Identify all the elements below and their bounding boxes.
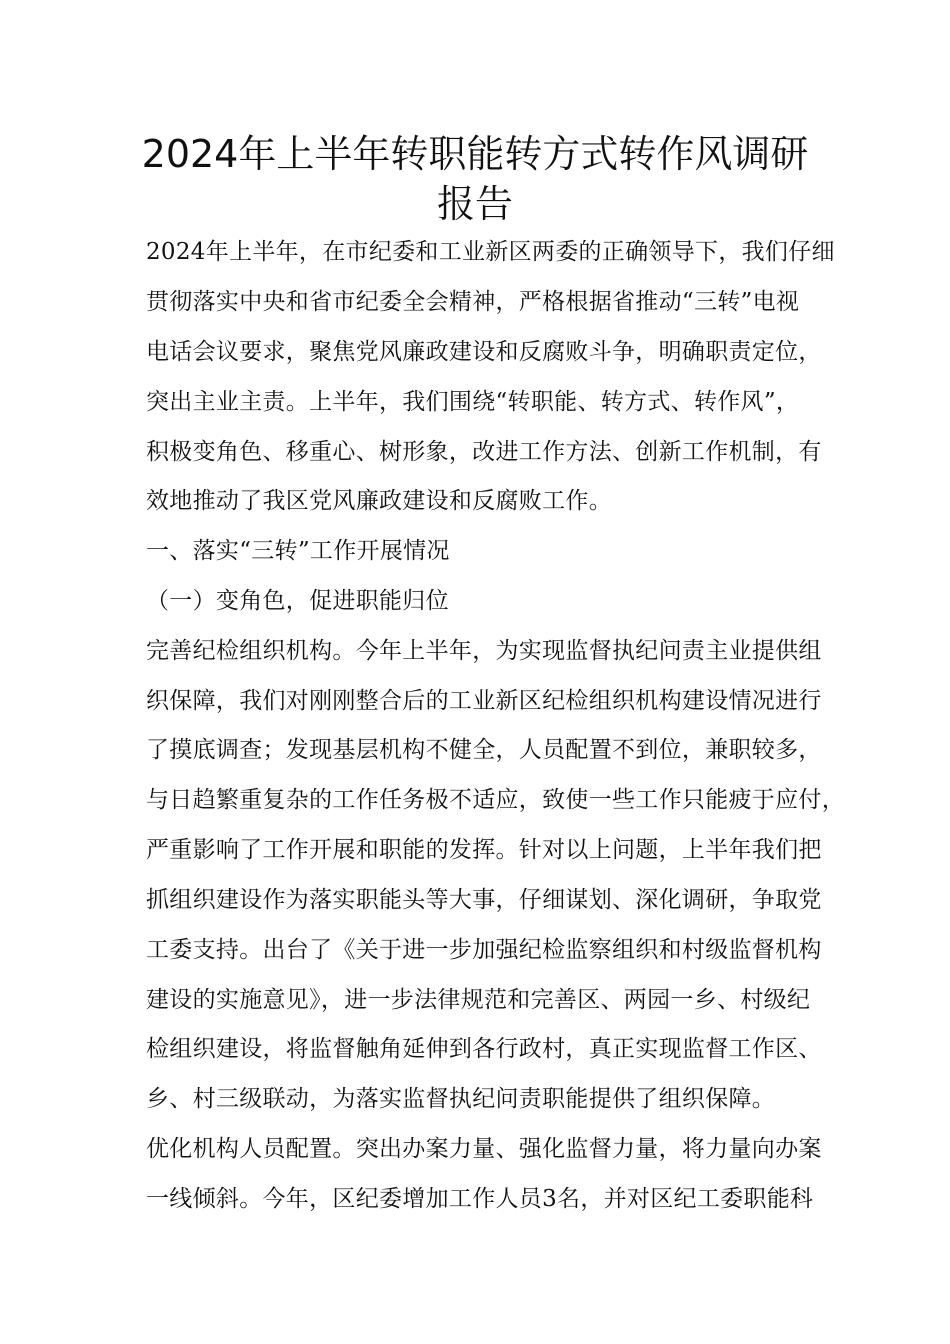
paragraph-line: 积极变角色、移重心、树形象，改进工作方法、创新工作机制，有 bbox=[146, 439, 822, 465]
paragraph-line: 优化机构人员配置。突出办案力量、强化监督力量，将力量向办案 bbox=[146, 1136, 822, 1162]
paragraph-line: 严重影响了工作开展和职能的发挥。针对以上问题，上半年我们把 bbox=[146, 837, 822, 863]
section-heading: 一、落实“三转”工作开展情况 bbox=[146, 538, 450, 564]
subsection-heading: （一）变角色，促进职能归位 bbox=[146, 588, 449, 614]
document-title-line-2: 报告 bbox=[436, 182, 513, 226]
paragraph-line: 抓组织建设作为落实职能头等大事，仔细谋划、深化调研，争取党 bbox=[146, 887, 822, 913]
paragraph-line: 乡、村三级联动，为落实监督执纪问责职能提供了组织保障。 bbox=[146, 1086, 776, 1112]
paragraph-line: 突出主业主责。上半年，我们围绕“转职能、转方式、转作风”， bbox=[146, 389, 800, 415]
paragraph-line: 织保障，我们对刚刚整合后的工业新区纪检组织机构建设情况进行 bbox=[146, 688, 822, 714]
paragraph-line: 工委支持。出台了《关于进一步加强纪检监察组织和村级监督机构 bbox=[146, 937, 822, 963]
paragraph-line: 检组织建设，将监督触角延伸到各行政村，真正实现监督工作区、 bbox=[146, 1036, 822, 1062]
paragraph-line: 效地推动了我区党风廉政建设和反腐败工作。 bbox=[146, 488, 612, 514]
paragraph-line: 建设的实施意见》，进一步法律规范和完善区、两园一乡、村级纪 bbox=[146, 987, 811, 1013]
paragraph-line: 完善纪检组织机构。今年上半年，为实现监督执纪问责主业提供组 bbox=[146, 638, 822, 664]
document-title-line-1: 2024年上半年转职能转方式转作风调研 bbox=[141, 132, 809, 176]
paragraph-line: 电话会议要求，聚焦党风廉政建设和反腐败斗争，明确职责定位， bbox=[146, 339, 822, 365]
paragraph-line: 2024年上半年，在市纪委和工业新区两委的正确领导下，我们仔细 bbox=[146, 239, 835, 265]
paragraph-line: 一线倾斜。今年，区纪委增加工作人员3名，并对区纪工委职能科 bbox=[146, 1186, 814, 1212]
paragraph-line: 与日趋繁重复杂的工作任务极不适应，致使一些工作只能疲于应付， bbox=[146, 787, 845, 813]
paragraph-line: 贯彻落实中央和省市纪委全会精神，严格根据省推动“三转”电视 bbox=[146, 289, 800, 315]
paragraph-line: 了摸底调查；发现基层机构不健全，人员配置不到位，兼职较多， bbox=[146, 737, 822, 763]
